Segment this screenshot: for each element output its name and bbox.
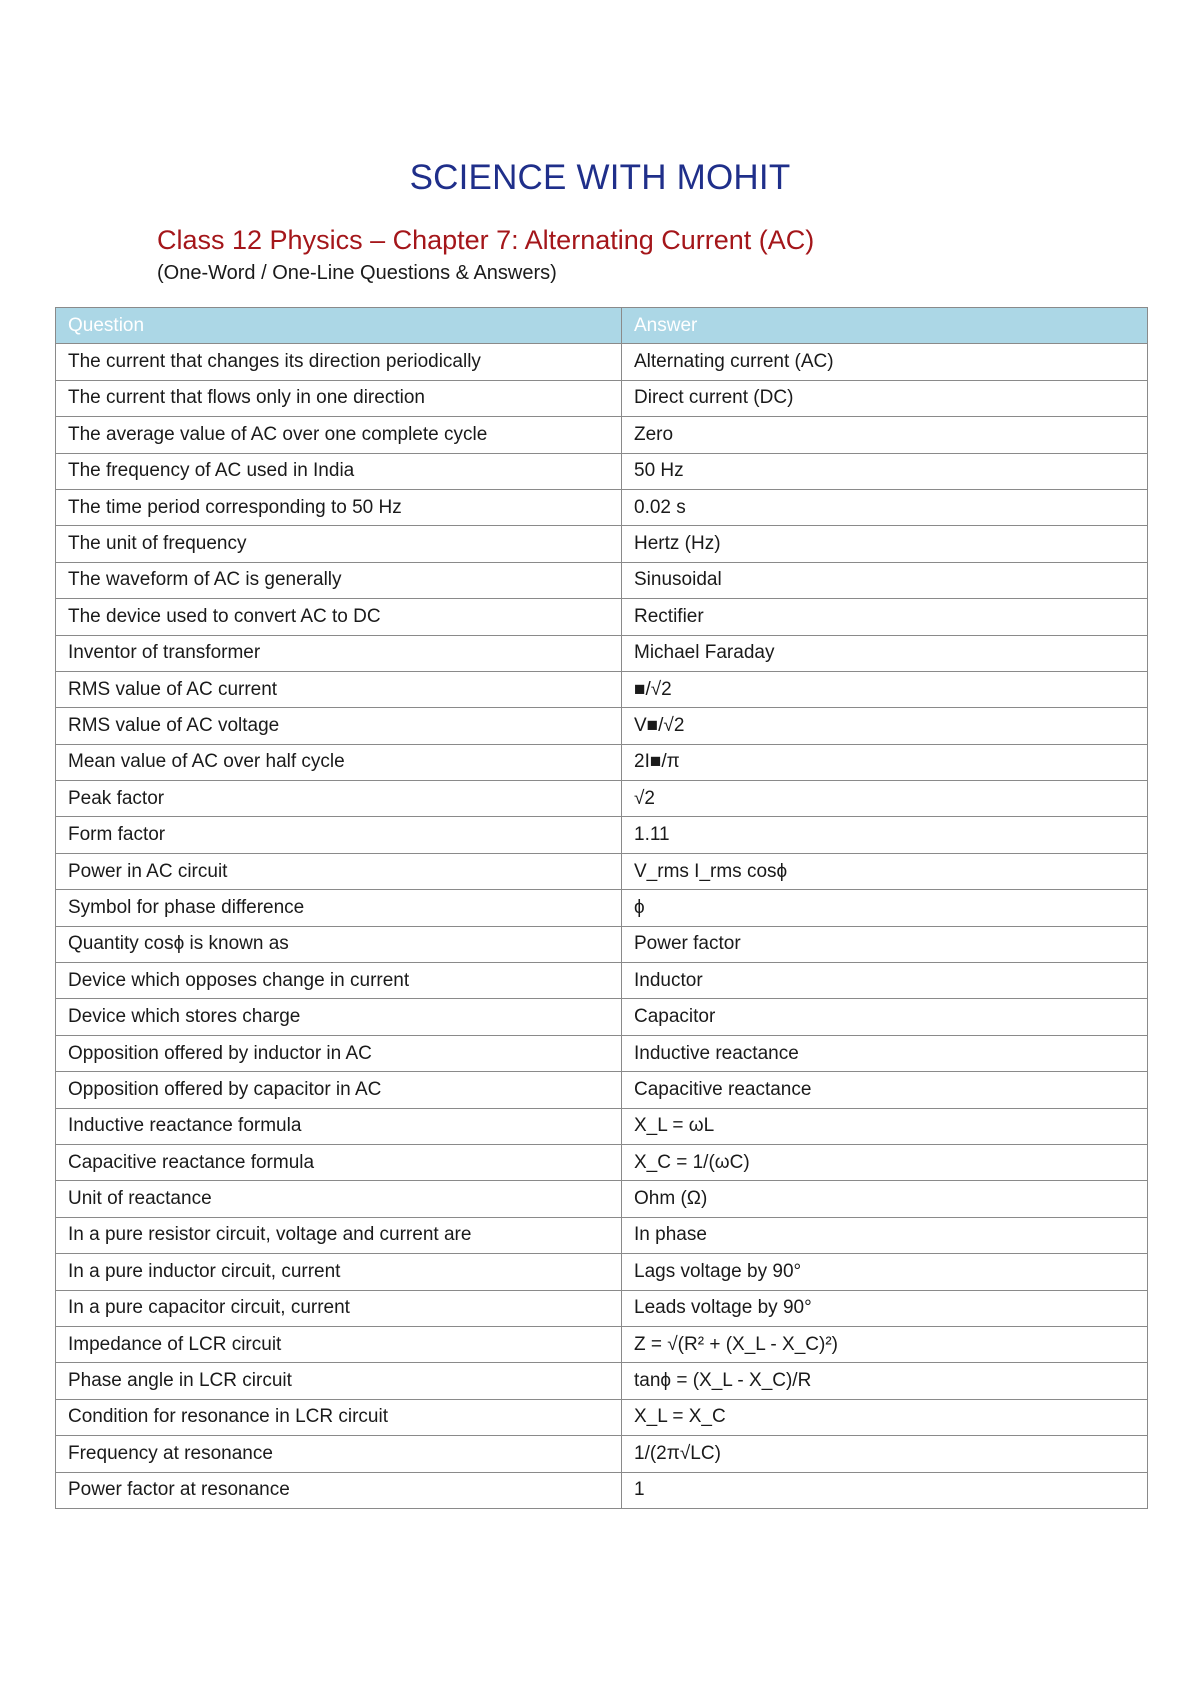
question-cell: Device which opposes change in current xyxy=(56,963,622,999)
qa-table xyxy=(55,307,1148,1509)
question-cell: Peak factor xyxy=(56,781,622,817)
answer-cell: X_C = 1/(ωC) xyxy=(622,1144,1148,1180)
table-header-row xyxy=(56,308,1148,344)
table-row xyxy=(56,1181,1148,1217)
table-row xyxy=(56,1254,1148,1290)
answer-cell: V■/√2 xyxy=(622,708,1148,744)
table-row xyxy=(56,1290,1148,1326)
table-row xyxy=(56,999,1148,1035)
question-cell: The device used to convert AC to DC xyxy=(56,599,622,635)
answer-cell: V_rms I_rms cosϕ xyxy=(622,853,1148,889)
table-row xyxy=(56,853,1148,889)
answer-cell: Capacitive reactance xyxy=(622,1072,1148,1108)
question-cell: The current that flows only in one direction xyxy=(56,380,622,416)
table-row xyxy=(56,526,1148,562)
column-header-answer: Answer xyxy=(622,308,1148,344)
answer-cell: Ohm (Ω) xyxy=(622,1181,1148,1217)
answer-cell: Michael Faraday xyxy=(622,635,1148,671)
table-row xyxy=(56,963,1148,999)
question-cell: RMS value of AC current xyxy=(56,671,622,707)
question-cell: The average value of AC over one complete cycle xyxy=(56,417,622,453)
table-row xyxy=(56,489,1148,525)
table-row xyxy=(56,671,1148,707)
table-row xyxy=(56,817,1148,853)
table-row xyxy=(56,1472,1148,1508)
answer-cell: 1/(2π√LC) xyxy=(622,1436,1148,1472)
question-cell: Unit of reactance xyxy=(56,1181,622,1217)
answer-cell: Z = √(R² + (X_L - X_C)²) xyxy=(622,1326,1148,1362)
question-cell: Symbol for phase difference xyxy=(56,890,622,926)
table-row xyxy=(56,781,1148,817)
table-row xyxy=(56,1326,1148,1362)
answer-cell: X_L = X_C xyxy=(622,1399,1148,1435)
site-title: SCIENCE WITH MOHIT xyxy=(409,158,791,197)
table-row xyxy=(56,344,1148,380)
answer-cell: Leads voltage by 90° xyxy=(622,1290,1148,1326)
answer-cell: Hertz (Hz) xyxy=(622,526,1148,562)
question-cell: In a pure resistor circuit, voltage and current are xyxy=(56,1217,622,1253)
table-row xyxy=(56,1108,1148,1144)
question-cell: In a pure capacitor circuit, current xyxy=(56,1290,622,1326)
answer-cell: 50 Hz xyxy=(622,453,1148,489)
question-cell: Frequency at resonance xyxy=(56,1436,622,1472)
question-cell: The unit of frequency xyxy=(56,526,622,562)
table-row xyxy=(56,1035,1148,1071)
question-cell: The frequency of AC used in India xyxy=(56,453,622,489)
table-body xyxy=(56,344,1148,1509)
column-header-question: Question xyxy=(56,308,622,344)
answer-cell: Capacitor xyxy=(622,999,1148,1035)
answer-cell: 0.02 s xyxy=(622,489,1148,525)
answer-cell: Inductive reactance xyxy=(622,1035,1148,1071)
table-row xyxy=(56,1436,1148,1472)
answer-cell: ■/√2 xyxy=(622,671,1148,707)
answer-cell: X_L = ωL xyxy=(622,1108,1148,1144)
answer-cell: In phase xyxy=(622,1217,1148,1253)
subtitle: (One-Word / One-Line Questions & Answers) xyxy=(157,262,557,284)
table-row xyxy=(56,1399,1148,1435)
answer-cell: 1 xyxy=(622,1472,1148,1508)
answer-cell: Sinusoidal xyxy=(622,562,1148,598)
table-row xyxy=(56,380,1148,416)
answer-cell: ϕ xyxy=(622,890,1148,926)
question-cell: In a pure inductor circuit, current xyxy=(56,1254,622,1290)
answer-cell: Lags voltage by 90° xyxy=(622,1254,1148,1290)
table-row xyxy=(56,1072,1148,1108)
question-cell: RMS value of AC voltage xyxy=(56,708,622,744)
question-cell: Power in AC circuit xyxy=(56,853,622,889)
answer-cell: Direct current (DC) xyxy=(622,380,1148,416)
question-cell: Condition for resonance in LCR circuit xyxy=(56,1399,622,1435)
answer-cell: Inductor xyxy=(622,963,1148,999)
table-row xyxy=(56,599,1148,635)
table-row xyxy=(56,417,1148,453)
question-cell: Opposition offered by capacitor in AC xyxy=(56,1072,622,1108)
question-cell: Inductive reactance formula xyxy=(56,1108,622,1144)
answer-cell: 1.11 xyxy=(622,817,1148,853)
table-row xyxy=(56,926,1148,962)
table-row xyxy=(56,1217,1148,1253)
question-cell: Quantity cosϕ is known as xyxy=(56,926,622,962)
question-cell: The time period corresponding to 50 Hz xyxy=(56,489,622,525)
answer-cell: tanϕ = (X_L - X_C)/R xyxy=(622,1363,1148,1399)
table-row xyxy=(56,453,1148,489)
question-cell: Mean value of AC over half cycle xyxy=(56,744,622,780)
chapter-title: Class 12 Physics – Chapter 7: Alternating Current (AC) xyxy=(157,225,815,255)
question-cell: Power factor at resonance xyxy=(56,1472,622,1508)
question-cell: Form factor xyxy=(56,817,622,853)
answer-cell: Rectifier xyxy=(622,599,1148,635)
answer-cell: Alternating current (AC) xyxy=(622,344,1148,380)
question-cell: Impedance of LCR circuit xyxy=(56,1326,622,1362)
table-row xyxy=(56,1144,1148,1180)
question-cell: Capacitive reactance formula xyxy=(56,1144,622,1180)
question-cell: Phase angle in LCR circuit xyxy=(56,1363,622,1399)
answer-cell: Power factor xyxy=(622,926,1148,962)
answer-cell: Zero xyxy=(622,417,1148,453)
question-cell: Device which stores charge xyxy=(56,999,622,1035)
table-row xyxy=(56,708,1148,744)
question-cell: The waveform of AC is generally xyxy=(56,562,622,598)
question-cell: Opposition offered by inductor in AC xyxy=(56,1035,622,1071)
question-cell: The current that changes its direction periodically xyxy=(56,344,622,380)
table-row xyxy=(56,635,1148,671)
table-row xyxy=(56,562,1148,598)
table-row xyxy=(56,890,1148,926)
table-row xyxy=(56,1363,1148,1399)
question-cell: Inventor of transformer xyxy=(56,635,622,671)
table-row xyxy=(56,744,1148,780)
answer-cell: 2I■/π xyxy=(622,744,1148,780)
answer-cell: √2 xyxy=(622,781,1148,817)
